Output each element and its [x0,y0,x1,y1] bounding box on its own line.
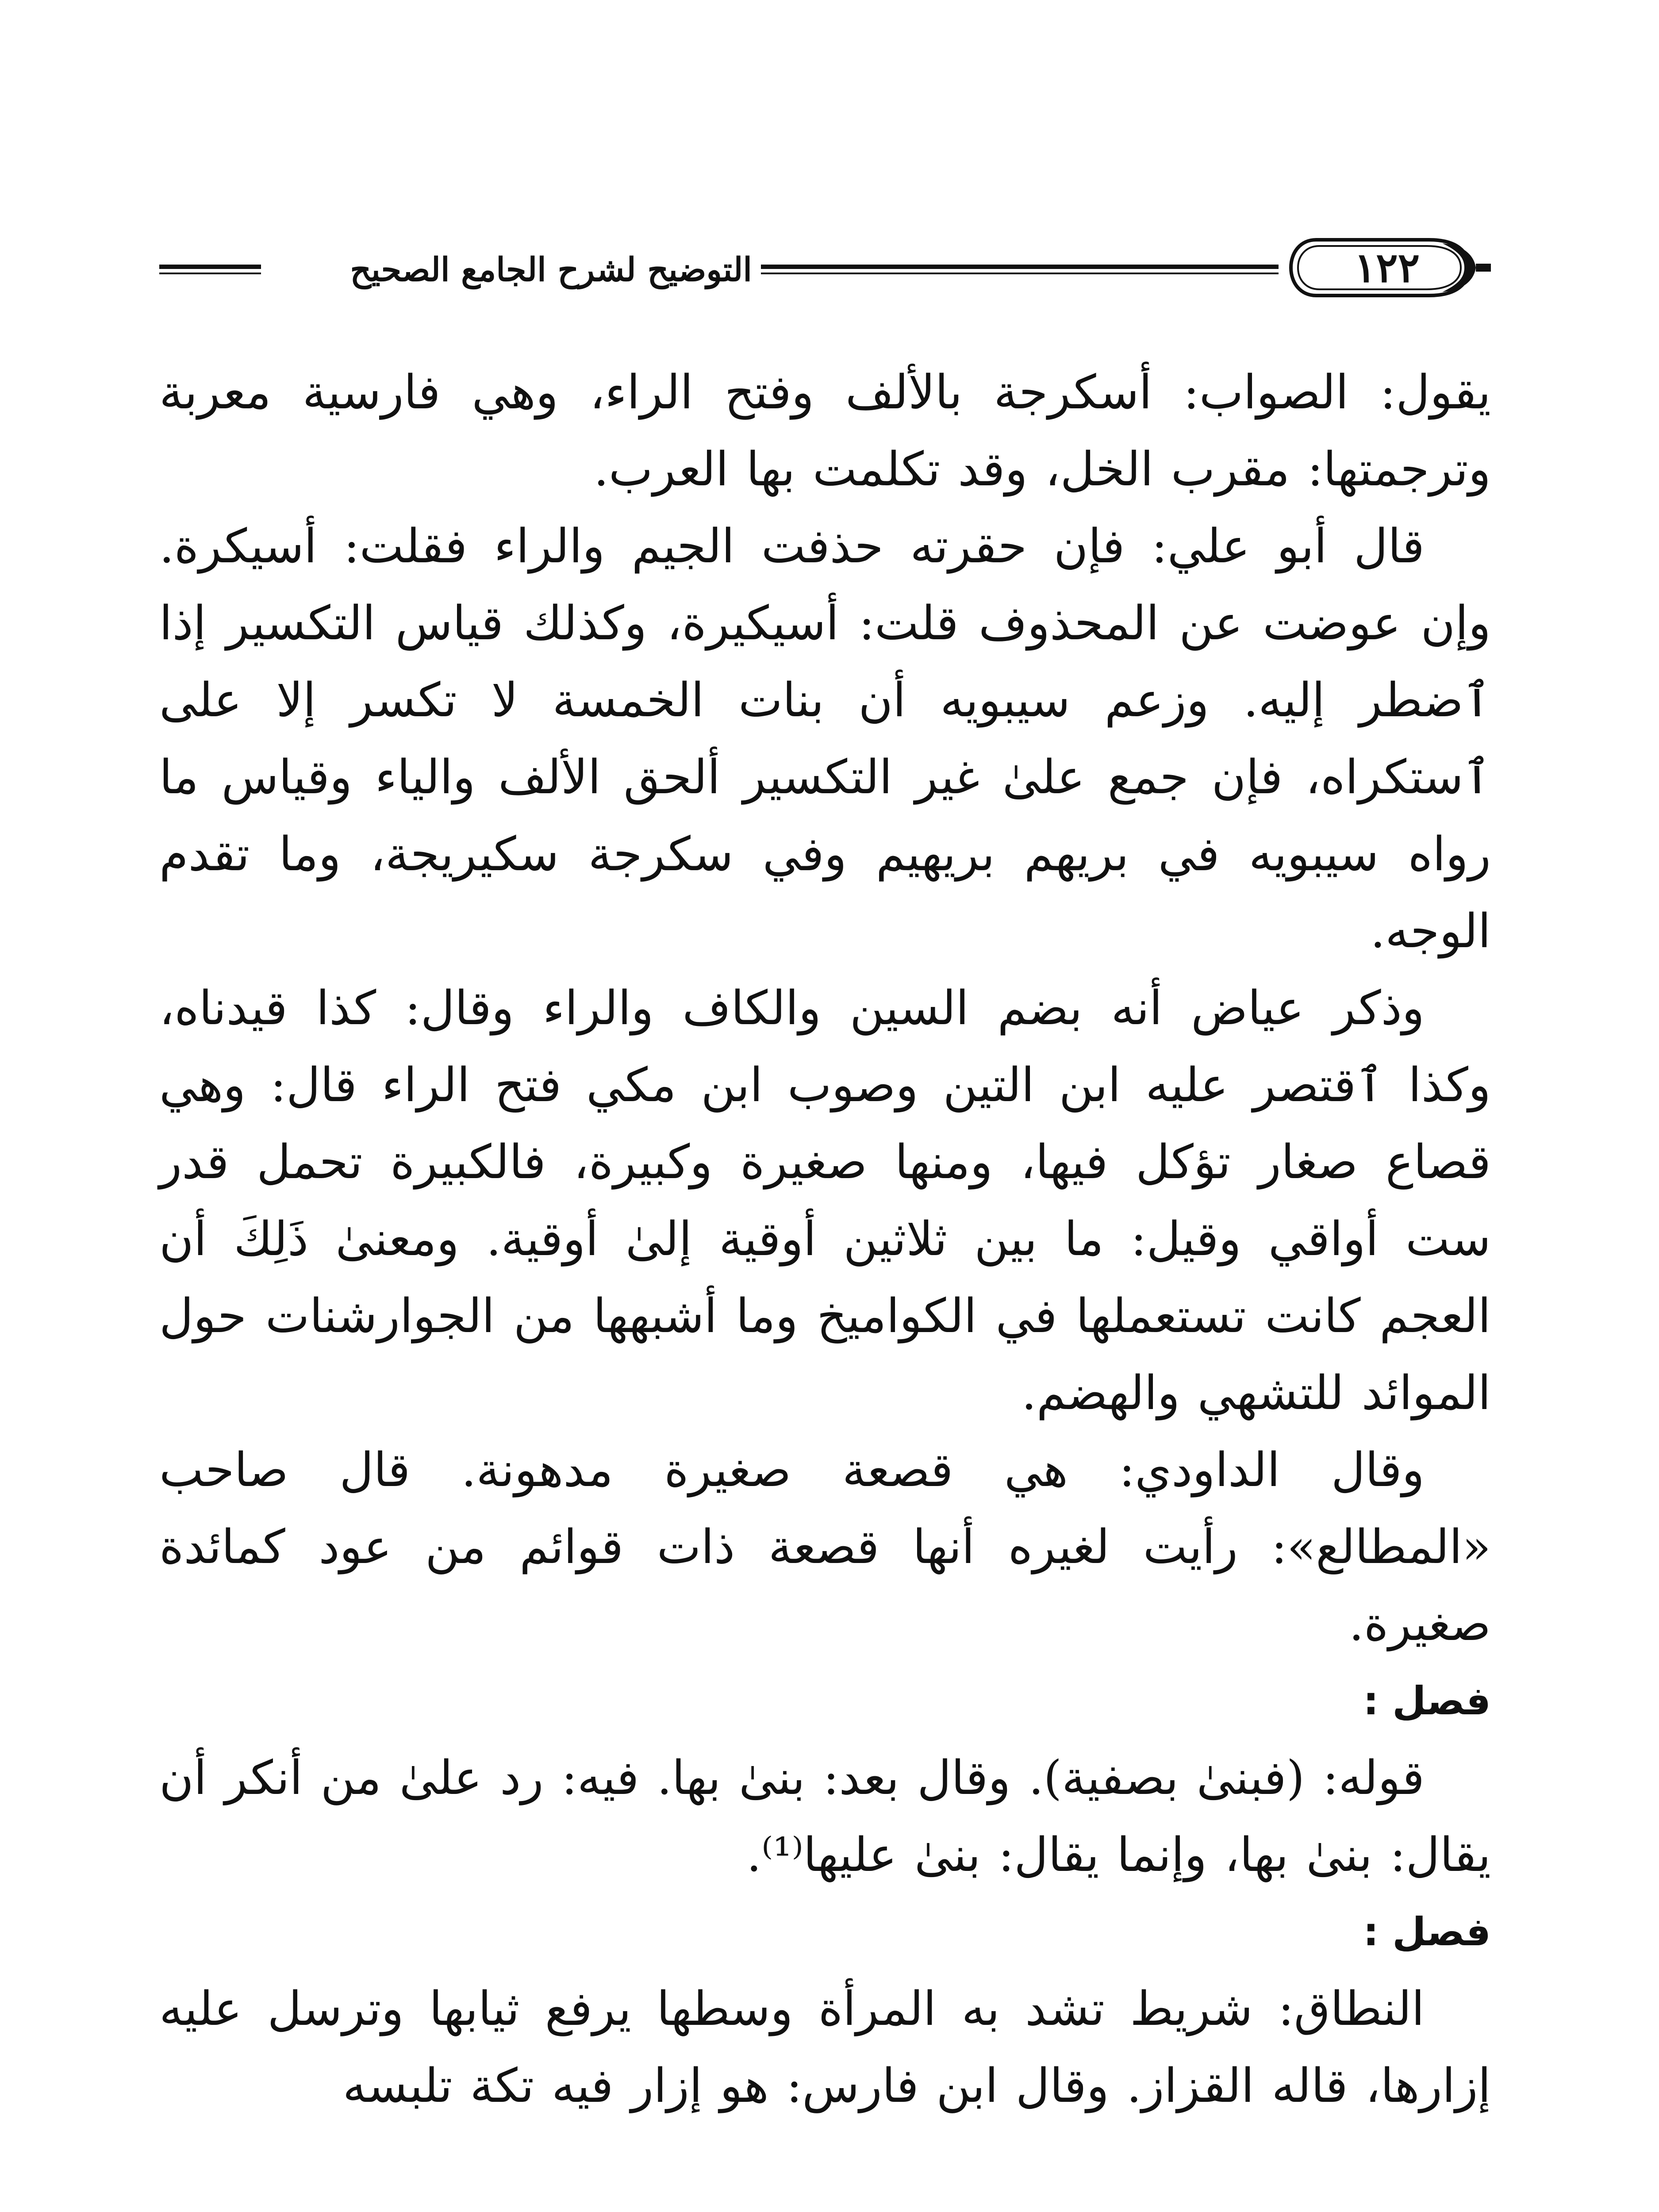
main-text [159,354,1491,2124]
section-heading: فصل : [1363,1678,1491,1724]
running-title: التوضيح لشرح الجامع الصحيح [350,251,752,289]
paragraph: قال أبو علي: فإن حقرته حذفت الجيم والراء فقلت: أسيكرة. وإن عوضت عن المحذوف قلت: أسيكيرة، وكذلك قياس التكسير إذا ٱضطر إليه. وزعم سيبويه أن بنات الخمسة لا تكسر إلا على ٱستكراه، فإن جمع علىٰ غير التكسير ألحق الألف والياء وقياس ما رواه سيبويه في بريهم بريهيم وفي سكرجة سكيريجة، وما تقدم الوجه. [159,519,1491,958]
page-header [159,230,1491,319]
section-heading: فصل : [1363,1909,1491,1955]
paragraph: وذكر عياض أنه بضم السين والكاف والراء وقال: كذا قيدناه، وكذا ٱقتصر عليه ابن التين وصوب ابن مكي فتح الراء قال: وهي قصاع صغار تؤكل فيها، ومنها صغيرة وكبيرة، فالكبيرة تحمل قدر ست أواقي وقيل: ما بين ثلاثين أوقية إلىٰ أوقية. ومعنىٰ ذَلِكَ أن العجم كانت تستعملها في الكواميخ وما أشبهها من الجوارشنات حول الموائد للتشهي والهضم. [159,981,1491,1420]
page-number-badge [1283,234,1491,301]
header-rule-left [159,265,261,276]
paragraph: وقال الداودي: هي قصعة صغيرة مدهونة. قال صاحب «المطالع»: رأيت لغيره أنها قصعة ذات قوائم من عود كمائدة صغيرة. [159,1443,1491,1651]
paragraph: قوله: (فبنىٰ بصفية). وقال بعد: بنىٰ بها. فيه: رد علىٰ من أنكر أن يقال: بنىٰ بها، وإنما يقال: بنىٰ عليها⁽¹⁾. [159,1751,1491,1882]
header-rule-middle [761,265,1279,276]
paragraph: النطاق: شريط تشد به المرأة وسطها يرفع ثيابها وترسل عليه إزارها، قاله القزاز. وقال ابن فارس: هو إزار فيه تكة تلبسه [159,1982,1491,2113]
page-number: ١٢٢ [1354,244,1420,292]
paragraph: يقول: الصواب: أسكرجة بالألف وفتح الراء، وهي فارسية معربة وترجمتها: مقرب الخل، وقد تكلمت بها العرب. [159,365,1491,496]
